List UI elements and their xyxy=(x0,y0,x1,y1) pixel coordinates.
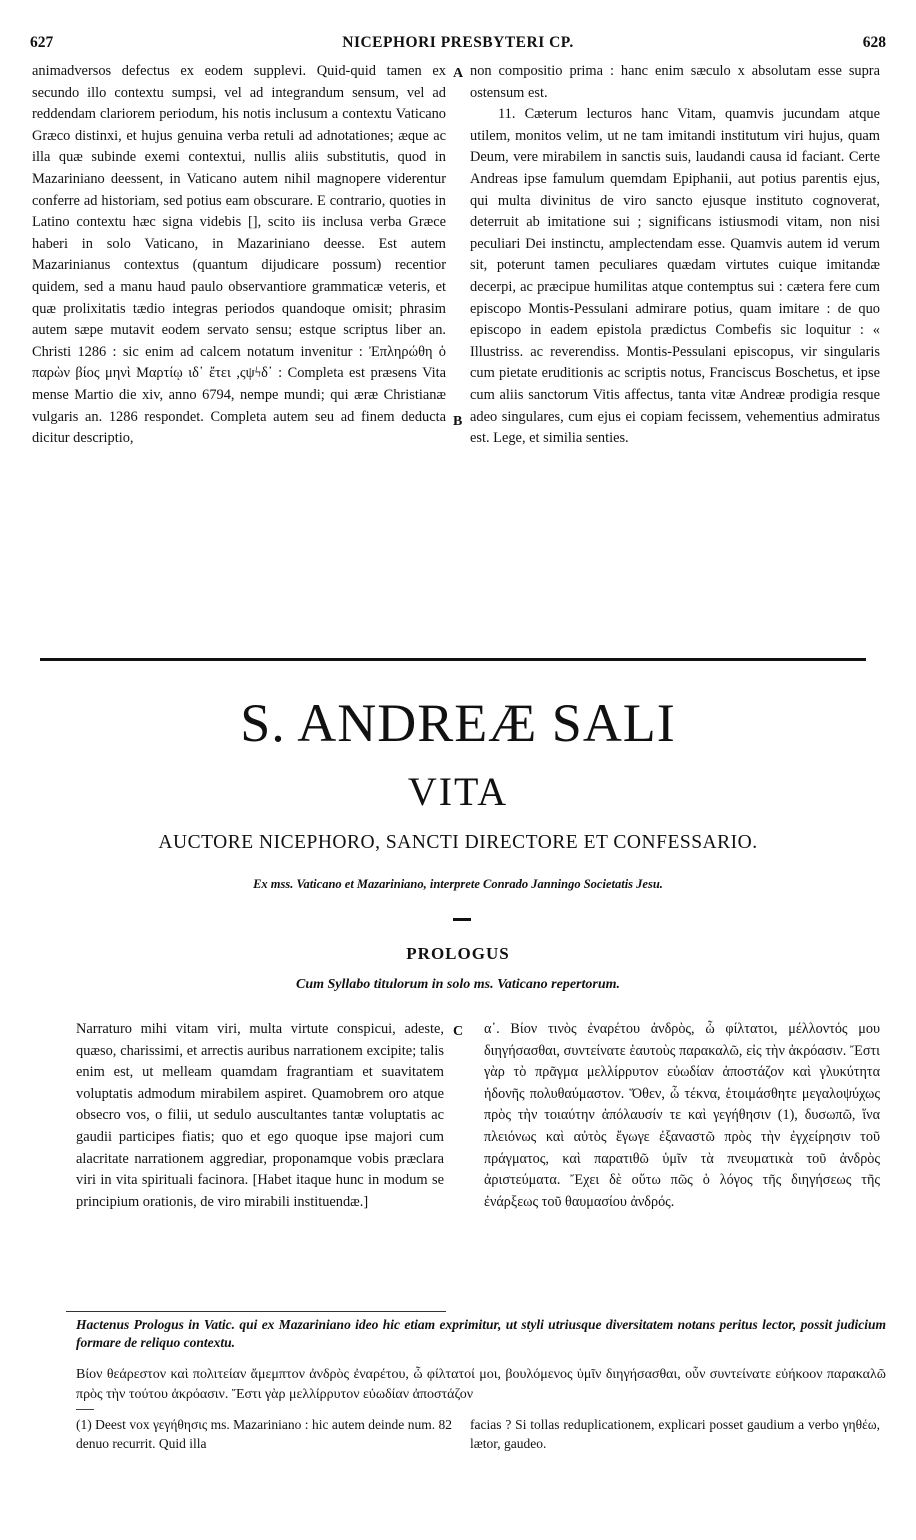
greek-prologue-text: α᾽. Βίον τινὸς ἐναρέτου ἀνδρὸς, ὦ φίλτατοι, μέλλοντός μου διηγήσασθαι, συντείνατε ἑαυτοὺς παρακαλῶ, εἰς τὴν ἀκρόασιν. Ἔστι γὰρ τὸ πρᾶγμα μελλίρρυτον εὐωδίαν ἀποστάζον καὶ γλυκύτητα ἡδονῆς πολυθαύμαστον. Ὅθεν, ὦ τέκνα, ἑτοιμάσθητε μεγαλοψύχως πρὸς τὴν τοιαύτην ἀπόλαυσίν τε καὶ γεγήθησιν (1), δυσωπῶ, ἵνα πλειόνως καὶ αὐτὸς ἔγωγε ἐξαναστῶ πρὸς τὴν ἐγχείρησιν τοῦ πράγματος, καὶ παρατιθῶ ὑμῖν τὰ πνευματικὰ τοῦ ἀνδρὸς ἀριστεύματα. Ἔχει δὲ οὕτω πῶς ὁ λόγος τῆς διηγήσεως τῆς ἐνάρξεως τοῦ θαυμασίου ἀνδρός. xyxy=(484,1021,880,1210)
right-column-paragraph-2: 11. Cæterum lecturos hanc Vitam, quamvis jucundam atque utilem, monitos velim, ut ne tam imitandi institutum viri hujus, quam Deum, vere mirabilem in sanctis suis, laudandi causa id faciant. Certe Andreas ipse famulum quemdam Epiphanii, aut potius parentis ejus, qui multa divinitus de viro sancto ejusque instituto cognoverat, deterruit ab imitatione sui ; significans istiusmodi vitam, non nisi peculiari Dei instinctu, amplectendam esse. Quamvis autem id verum sit, poterunt tamen peculiares quædam virtutes cuique imitandæ decerpi, ac præcipue humilitas atque contemptus sui : cætera fere cum episcopo Montis-Pessulani admirare potius, quam imitare : de quo episcopo in eadem epistola prædictus Combefis sic loquitur : « Illustriss. ac reverendiss. Montis-Pessulani episcopus, vir singularis cum pietate eruditionis ac scriptis notus, Franciscus Boschetus, et ipse cum aliis sanctorum Vitis affectus, tanta vitæ Andreæ prodigia resque adeo singulares, cum ejus ei copiam fecissem, vehementius admiratus est. Lege, et similia senties. xyxy=(470,106,880,447)
prologus-heading: PROLOGUS xyxy=(406,944,510,963)
margin-marker-b: B xyxy=(453,414,463,429)
prologue-end-rule xyxy=(66,1311,446,1312)
footnote-left: (1) Deest vox γεγήθησις ms. Mazariniano : hic autem deinde num. 82 denuo recurrit. Quid illa xyxy=(76,1417,452,1451)
right-column xyxy=(470,61,880,450)
page-number-right: 628 xyxy=(862,34,886,51)
left-column-paragraph: animadversos defectus ex eodem supplevi. Quid-quid tamen ex secundo illo contextu sumpsi, vel ad integrandum sensum, vel ad reddendam clariorem periodum, his notis inclusum a contextu Vaticano Græco distinxi, et hujus genuina verba retuli ad adnotationes; æque ac illa quæ subinde exemi contextui, nullis aliis substitutis, quod in Mazariniano deessent, in Vaticano autem nihil magnopere viderentur conferre ad historiam, sed potius eam obscurare. E contrario, quoties in Latino contextu hæc signa videbis [], scito iis inclusa verba Græce haberi in solo Vaticano, in Mazariniano deesse. Est autem Mazarinianus contextus (quantum dijudicare possum) recentior quidem, sed a manu haud paulo observantiore grammaticæ veteris, et quæ prolixitatis tædio integras periodos quandoque omisit; phrasim autem sæpe mutavit eodem servato sensu; estque scriptus liber an. Christi 1286 : sic enim ad calcem notatum invenitur : Ἐπληρώθη ὁ παρὼν βίος μηνὶ Μαρτίῳ ιδ᾽ ἔτει ,ςψϟδ᾽ : Completa est præsens Vita mense Martio die xiv, anno 6794, nempe mundi; qui æræ Christianæ vulgaris an. 1286 respondet. Completa autem seu ad finem deducta dicitur descriptio, xyxy=(32,63,446,447)
prologus-note: Cum Syllabo titulorum in solo ms. Vaticano repertorum. xyxy=(295,977,621,992)
latin-prologue-text: Narraturo mihi vitam viri, multa virtute conspicui, adeste, quæso, charissimi, et arrectis auribus narrationem excipite; talis enim est, ut melleam quamdam fragrantiam et suavitatem voluptatis admodum mirabilem aspiret. Quamobrem oro atque obsecro vos, o filii, ut sedulo auscultantes tantæ voluptatis ac gaudii participes fiatis; quo et ego quoque ipse majori cum alacritate narrationem aggrediar, proponamque vobis præclara viri in vita spirituali facinora. [Habet itaque hunc in modum se principium orationis, de viro mirabili instituendæ.] xyxy=(76,1021,444,1210)
right-column-paragraph-1: non compositio prima : hanc enim sæculo x absolutam esse supra ostensum est. xyxy=(470,63,880,101)
latin-prologue xyxy=(76,1019,444,1213)
greek-text-line: Βίον θεάρεστον καὶ πολιτείαν ἄμεμπτον ἀνδρὸς ἐναρέτου, ὦ φίλτατοί μοι, βουλόμενος ὑμῖν διηγήσασθαι, οὖν συντείνατε εὐήκοον παρακαλῶ πρὸς τὴν τούτου ἀκρόασιν. Ἔστι γὰρ μελλίρρυτον εὐωδίαν ἀποστάζον xyxy=(76,1367,886,1402)
section-divider xyxy=(40,658,866,661)
footnote-right: facias ? Si tollas reduplicationem, explicari posset gaudium a verbo γηθέω, lætor, gaudeo. xyxy=(470,1417,880,1451)
short-divider xyxy=(453,918,471,921)
margin-marker-c: C xyxy=(453,1024,464,1039)
page-number-left: 627 xyxy=(30,34,54,51)
running-header xyxy=(30,34,886,56)
tail-note: Hactenus Prologus in Vatic. qui ex Mazariniano ideo hic etiam exprimitur, ut styli utriusque diversitatem notans peritus lector, possit judicium formare de reliquo contextu. xyxy=(76,1317,886,1350)
subtitle: VITA xyxy=(407,769,509,814)
author-line: AUCTORE NICEPHORO, SANCTI DIRECTORE ET CONFESSARIO. xyxy=(158,832,758,853)
margin-marker-a: A xyxy=(453,66,464,81)
source-note: Ex mss. Vaticano et Mazariniano, interprete Conrado Janningo Societatis Jesu. xyxy=(253,877,663,891)
running-title: NICEPHORI PRESBYTERI CP. xyxy=(342,34,574,51)
left-column xyxy=(32,61,446,450)
footnote-rule xyxy=(76,1409,94,1410)
main-title: S. ANDREÆ SALI xyxy=(240,693,676,753)
greek-prologue xyxy=(484,1019,880,1213)
